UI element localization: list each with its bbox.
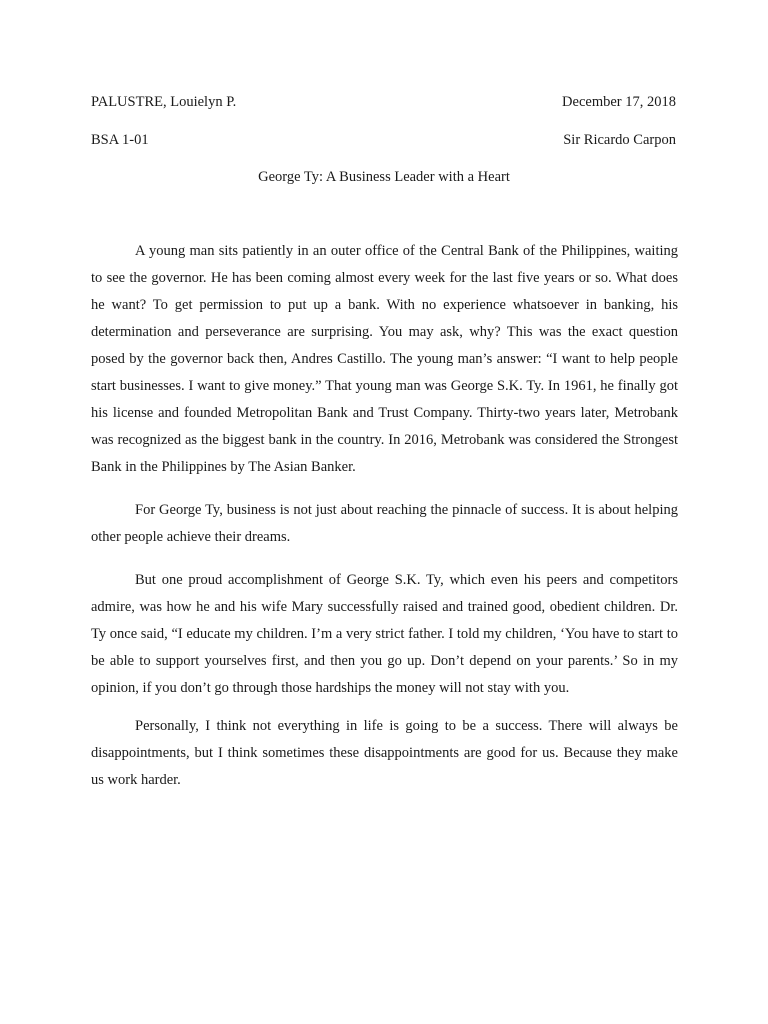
paragraph-2 bbox=[91, 497, 678, 551]
paragraph-text: But one proud accomplishment of George S.K. Ty, which even his peers and competitors admire, was how he and his wife Mary successfully raised and trained good, obedient children. Dr. Ty once said, “I educate my children. I’m a very strict father. I told my children, ‘You have to start to be able to support yourselves first, and then you go up. Don’t depend on your parents.’ So in my opinion, if you don’t go through those hardships the money will not stay with you. bbox=[91, 572, 678, 696]
paragraph-4 bbox=[91, 713, 678, 794]
document-title: George Ty: A Business Leader with a Heart bbox=[258, 169, 510, 185]
paragraph-text: A young man sits patiently in an outer office of the Central Bank of the Philippines, waiting to see the governor. He has been coming almost every week for the last five years or so. What does he want? To get permission to put up a bank. With no experience whatsoever in banking, his determination and perseverance are surprising. You may ask, why? This was the exact question posed by the governor back then, Andres Castillo. The young man’s answer: “I want to help people start businesses. I want to give money.” That young man was George S.K. Ty. In 1961, he finally got his license and founded Metropolitan Bank and Trust Company. Thirty-two years later, Metrobank was recognized as the biggest bank in the country. In 2016, Metrobank was considered the Strongest Bank in the Philippines by The Asian Banker. bbox=[91, 243, 678, 475]
paragraph-text: Personally, I think not everything in life is going to be a success. There will always be disappointments, but I think sometimes these disappointments are good for us. Because they make us work harder. bbox=[91, 718, 678, 788]
header-row-1 bbox=[91, 92, 676, 112]
header-row-2 bbox=[91, 130, 676, 150]
author-name: PALUSTRE, Louielyn P. bbox=[91, 94, 237, 110]
paragraph-1 bbox=[91, 238, 678, 481]
document-date: December 17, 2018 bbox=[562, 94, 676, 110]
instructor-name: Sir Ricardo Carpon bbox=[563, 132, 676, 148]
paragraph-3 bbox=[91, 567, 678, 702]
paragraph-text: For George Ty, business is not just about reaching the pinnacle of success. It is about helping other people achieve their dreams. bbox=[91, 502, 678, 545]
class-section: BSA 1-01 bbox=[91, 132, 149, 148]
